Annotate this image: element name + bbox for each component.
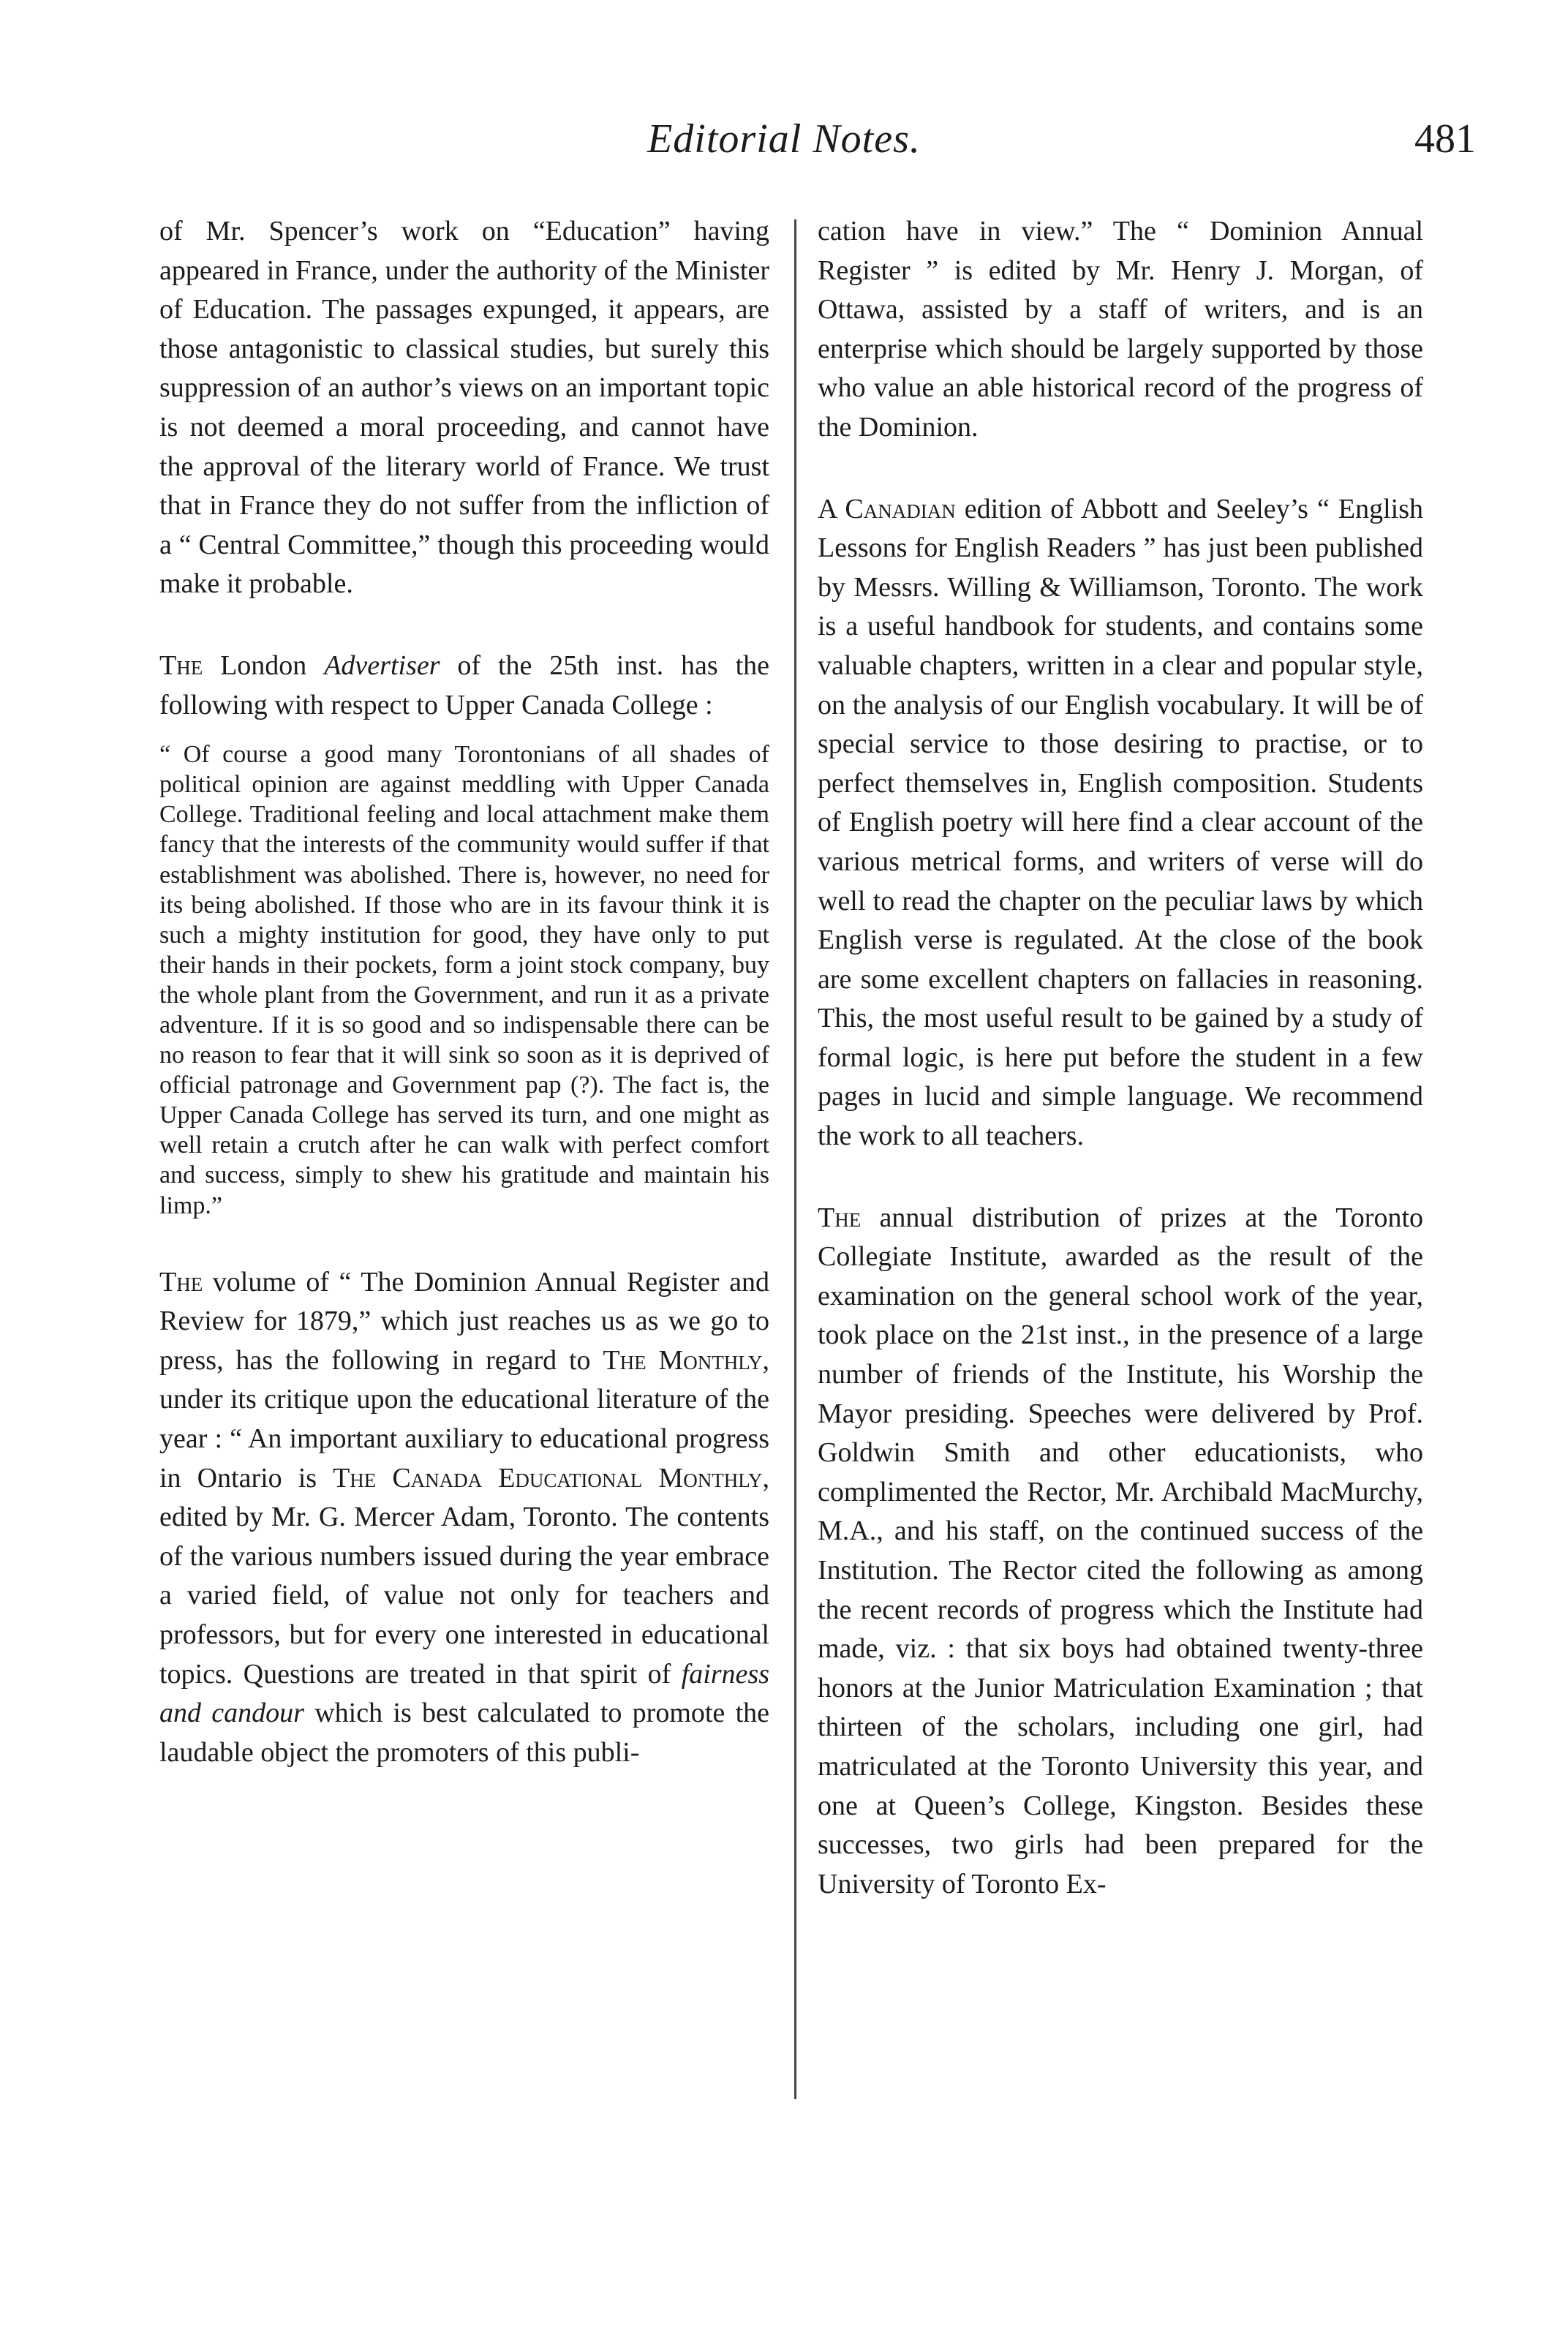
paragraph-text: edited by Mr. G. Mercer Adam, Toronto. The contents of the various numbers issued during the year embrace a varied field, of value not only for teachers and professors, but for every one interested in educational topics. Questions are treated in that spirit of [159,1502,769,1690]
journal-name: The Canada Educational Monthly, [333,1462,769,1494]
paragraph-lead-word: The [159,1266,203,1298]
paragraph-text: volume of “ The Dominion Annual Register and Review for 1879,” which just reaches us as we go to press, has the following in regard to [159,1266,769,1376]
paragraph-register-continued: cation have in view.” The “ Dominion Annual Register ” is edited by Mr. Henry J. Morgan, of Ottawa, assisted by a staff of writers, and is an enterprise which should be largely supported by those who value an able historical record of the progress of the Dominion. [818,216,1423,442]
paragraph-english-lessons [818,490,1423,1156]
paragraph-london-advertiser [159,647,769,725]
paragraph-lead-word: The [818,1202,862,1233]
paragraph-text: of the 25th inst. has the following with respect to Upper Canada College : [159,649,769,720]
paragraph-text: edition of Abbott and Seeley’s “ English Lessons for English Readers ” has just been published by Messrs. Willing & Williamson, Toronto. The work is a useful handbook for students, and contains some valuable chapters, written in a clear and popular style, on the analysis of our English vocabulary. It will be of special service to those desiring to practise, or to perfect themselves in, English composition. Students of English poetry will here find a clear account of the various metrical forms, and writers of verse will do well to read the chapter on the peculiar laws by which English verse is regulated. At the close of the book are some excellent chapters on fallacies in reasoning. This, the most useful result to be gained by a study of formal logic, is here put before the student in a few pages in lucid and simple language. We recommend the work to all teachers. [818,493,1423,1152]
right-column [818,212,1423,1904]
paragraph-text: under its critique upon the educational literature of the year : “ An important auxiliary to educational progress in Ontario is [159,1384,769,1494]
emphasis-phrase: fairness and candour [159,1658,769,1729]
journal-name: The Monthly, [603,1344,769,1376]
paragraph-spencer-education: of Mr. Spencer’s work on “Education” having appeared in France, under the authority of the Minister of Education. The passages expunged, it appears, are those antagonistic to classical studies, but surely this suppression of an author’s views on an important topic is not deemed a moral proceeding, and cannot have the approval of the literary world of France. We trust that in France they do not suffer from the infliction of a “ Central Committee,” though this proceeding would make it probable. [159,216,769,600]
paragraph-lead-word: A Canadian [818,493,956,524]
paragraph-lead-word: The [159,649,203,681]
paragraph-text: which is best calculated to promote the laudable object the promoters of this publi- [159,1698,770,1768]
running-header: Editorial Notes. [647,116,921,162]
block-quote-upper-canada-college: “ Of course a good many Torontonians of all shades of political opinion are against meddling with Upper Canada College. Traditional feeling and local attachment make them fancy that the interests of the community would suffer if that establishment was abolished. There is, however, no need for its being abolished. If those who are in its favour think it is such a mighty institution for good, they have only to put their hands in their pockets, form a joint stock company, buy the whole plant from the Government, and run it as a private adventure. If it is so good and so indispensable there can be no reason to fear that it will sink so soon as it is deprived of official patronage and Government pap (?). The fact is, the Upper Canada College has served its turn, and one might as well retain a crutch after he can walk with perfect comfort and success, simply to shew his gratitude and maintain his limp.” [159,741,769,1219]
paragraph-text: London [203,649,325,681]
paragraph-dominion-annual-register [159,1263,769,1773]
column-divider [794,219,796,2099]
paragraph-text: annual distribution of prizes at the Toronto Collegiate Institute, awarded as the result of the examination on the general school work of the year, took place on the 21st inst., in the presence of a large number of friends of the Institute, his Worship the Mayor presiding. Speeches were delivered by Prof. Goldwin Smith and other educationists, who complimented the Rector, Mr. Archibald MacMurchy, M.A., and his staff, on the continued success of the Institution. The Rector cited the following as among the recent records of progress which the Institute had made, viz. : that six boys had obtained twenty-three honors at the Junior Matriculation Examination ; that thirteen of the scholars, including one girl, had matriculated at the Toronto University this year, and one at Queen’s College, Kingston. Besides these successes, two girls had been prepared for the University of Toronto Ex- [818,1202,1423,1899]
page-number: 481 [1414,116,1476,162]
paragraph-collegiate-prizes [818,1199,1423,1905]
newspaper-title: Advertiser [324,649,440,681]
left-column [159,212,769,1772]
